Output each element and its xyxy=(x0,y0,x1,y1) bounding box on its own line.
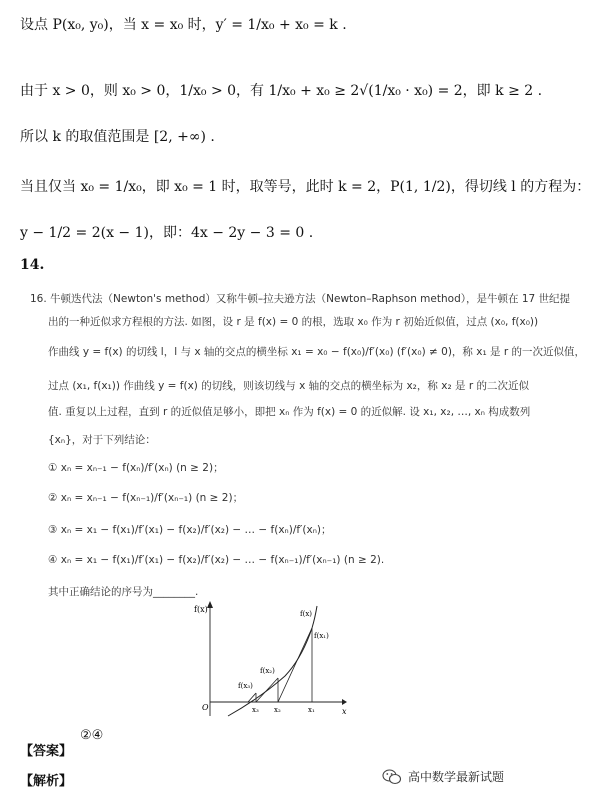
solution-line-2: 由于 x > 0，则 x₀ > 0，1/x₀ > 0，有 1/x₀ + x₀ ≥ 2√(1/x₀ · x₀) = 2，即 k ≥ 2 . xyxy=(20,83,543,99)
curve-fx xyxy=(228,606,317,716)
wechat-icon xyxy=(382,769,402,785)
analysis-label: 【解析】 xyxy=(20,774,73,789)
solution-line-1: 设点 P(x₀, y₀)，当 x = x₀ 时，y′ = 1/x₀ + x₀ = k . xyxy=(20,17,347,33)
origin-label: O xyxy=(202,703,209,712)
y-axis-label: f(x) xyxy=(194,605,208,614)
watermark xyxy=(382,768,504,785)
conclusion-1: ① xₙ = xₙ₋₁ − f(xₙ)/f′(xₙ) (n ≥ 2)； xyxy=(48,462,224,474)
solution-line-5: y − 1/2 = 2(x − 1)，即：4x − 2y − 3 = 0 . xyxy=(20,225,314,241)
x-axis-arrow xyxy=(342,699,347,705)
conclusion-4: ④ xₙ = x₁ − f(x₁)/f′(x₁) − f(x₂)/f′(x₂) − … − f(xₙ₋₁)/f′(xₙ₋₁) (n ≥ 2). xyxy=(48,554,385,566)
point-label-fx2: f(x₂) xyxy=(260,667,275,675)
tick-label-x1: x₁ xyxy=(308,706,315,714)
watermark-text: 高中数学最新试题 xyxy=(408,770,505,784)
tangent-line-1 xyxy=(278,628,312,702)
problem-text-line: 过点 (x₁, f(x₁)) 作曲线 y = f(x) 的切线，则该切线与 x 轴的交点的横坐标为 x₂，称 x₂ 是 r 的二次近似 xyxy=(48,380,529,392)
problem-text-line: 作曲线 y = f(x) 的切线 l，l 与 x 轴的交点的横坐标 x₁ = x₀ − f(x₀)/f′(x₀) (f′(x₀) ≠ 0)，称 x₁ 是 r 的一次近似值， xyxy=(48,346,586,358)
solution-line-4: 当且仅当 x₀ = 1/x₀，即 x₀ = 1 时，取等号，此时 k = 2，P(1, 1/2)，得切线 l 的方程为： xyxy=(20,179,590,195)
tangent-line-3 xyxy=(248,693,256,702)
answer-label: 【答案】 xyxy=(20,744,73,759)
tick-label-x3: x₃ xyxy=(252,706,259,714)
blank-question: 其中正确结论的序号为________. xyxy=(48,586,199,598)
problem-number: 14. xyxy=(20,257,45,273)
point-label-fx3: f(x₃) xyxy=(238,682,253,690)
tangent-line-2 xyxy=(256,678,278,702)
answer-value: ②④ xyxy=(80,728,104,743)
conclusion-3: ③ xₙ = x₁ − f(x₁)/f′(x₁) − f(x₂)/f′(x₂) − … − f(xₙ)/f′(xₙ)； xyxy=(48,524,332,536)
point-label-fx1: f(x₁) xyxy=(314,632,329,640)
problem-text-line: {xₙ}，对于下列结论： xyxy=(48,434,156,446)
problem-text-line: 值. 重复以上过程，直到 r 的近似值足够小，即把 xₙ 作为 f(x) = 0 的近似解. 设 x₁, x₂, …, xₙ 构成数列 xyxy=(48,406,531,418)
problem-text-line: 出的一种近似求方程根的方法. 如图，设 r 是 f(x) = 0 的根，选取 x₀ 作为 r 初始近似值，过点 (x₀, f(x₀)) xyxy=(48,316,539,328)
y-axis-arrow xyxy=(207,601,213,608)
curve-label: f(x) xyxy=(300,610,313,618)
solution-line-3: 所以 k 的取值范围是 [2, +∞) . xyxy=(20,129,215,145)
conclusion-2: ② xₙ = xₙ₋₁ − f(xₙ₋₁)/f′(xₙ₋₁) (n ≥ 2)； xyxy=(48,492,244,504)
x-axis-label: x xyxy=(342,707,347,716)
problem-text-line: 16. 牛顿迭代法（Newton's method）又称牛顿–拉夫逊方法（Newton–Raphson method），是牛顿在 17 世纪提 xyxy=(30,293,571,305)
newton-method-graph xyxy=(190,598,350,720)
tick-label-x2: x₂ xyxy=(274,706,281,714)
